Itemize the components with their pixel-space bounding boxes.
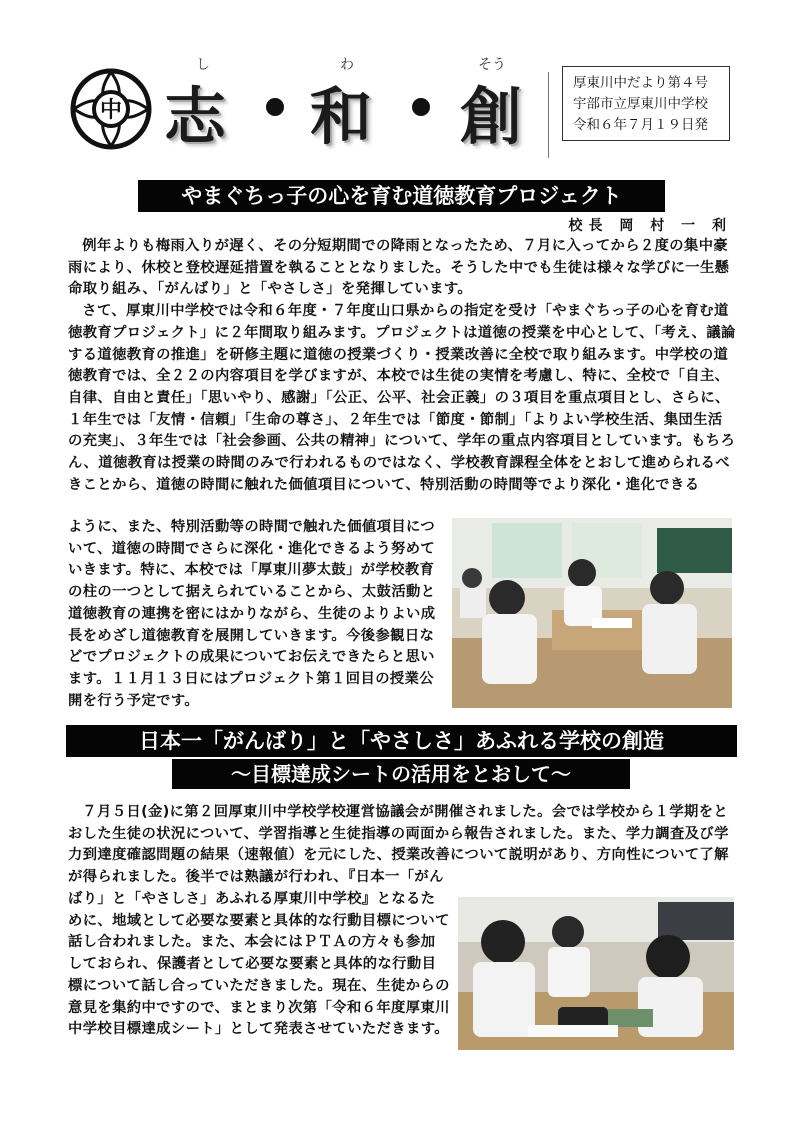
article2-body-top	[68, 802, 736, 889]
issue-number: 厚東川中だより第４号	[573, 75, 708, 91]
article2-title: 日本一「がんばり」と「やさしさ」あふれる学校の創造	[66, 725, 737, 757]
article1-title: やまぐちっ子の心を育む道徳教育プロジェクト	[138, 180, 665, 212]
title-ruby-1: し	[196, 57, 210, 73]
classroom-photo-1	[452, 518, 732, 708]
article2-body-wrap	[68, 889, 450, 1041]
title-char-2: 和	[310, 80, 373, 153]
article1-body-wrap	[68, 517, 444, 712]
article1-paragraph-2: さて、厚東川中学校では令和６年度・７年度山口県からの指定を受け「やまぐちっ子の心を育む道徳教育プロジェクト」に２年間取り組みます。プロジェクトは道徳の授業を中心として、「考え、議論する道徳教育の推進」を研修主題に道徳の授業づくり・授業改善に全校で取り組みます。中学校の道徳教育では、全２２の内容項目を学びますが、本校では生徒の実情を考慮し、特に、全校で「自主、自律、自由と責任」「思いやり、感謝」「公正、公平、社会正義」の３項目を重点項目とし、さらに、１年生では「友情・信頼」「生命の尊さ」、２年生では「節度・節制」「よりよい学校生活、集団生活の充実」、３年生では「社会参画、公共の精神」について、学年の重点内容項目としています。もちろん、道徳教育は授業の時間のみで行われるものではなく、学校教育課程全体をとおして進められるべきことから、道徳の時間に触れた価値項目について、特別活動の時間等でより深化・進化できる	[68, 303, 736, 493]
article1-body-top	[68, 236, 736, 496]
article2-paragraph-1: ７月５日(金)に第２回厚東川中学校学校運営協議会が開催されました。会では学校から１学期をとおした生徒の状況について、学習指導と生徒指導の両面から報告されました。また、学力調査及び学力到達度確認問題の結果（速報値）を元にした、授業改善について説明があり、方向性について了解が得られました。後半では熟議が行われ、『日本一「がん	[68, 804, 729, 886]
title-dot-2	[412, 98, 430, 116]
article2-subtitle: ～目標達成シートの活用をとおして～	[172, 759, 630, 789]
title-char-3: 創	[460, 80, 523, 153]
issue-date: 令和６年７月１９日発	[573, 117, 708, 133]
article1-paragraph-2-continued: ように、また、特別活動等の時間で触れた価値項目について、道徳の時間でさらに深化・進化できるよう努めていきます。特に、本校では「厚東川夢太鼓」が学校教育の柱の一つとして据えられていることから、太鼓活動と道徳教育の連携を密にはかりながら、生徒のよりよい成長をめざし道徳教育を展開していきます。今後参観日などでプロジェクトの成果についてお伝えできたらと思います。１１月１３日にはプロジェクト第１回目の授業公開を行う予定です。	[68, 519, 436, 709]
article1-paragraph-1: 例年よりも梅雨入りが遅く、その分短期間での降雨となったため、７月に入ってから２度の集中豪雨により、休校と登校遅延措置を執ることとなりました。そうした中でも生徒は様々な学びに一生懸命取り組み、「がんばり」と「やさしさ」を発揮しています。	[68, 238, 730, 298]
school-emblem	[70, 68, 152, 150]
classroom-photo-2	[458, 897, 734, 1050]
header-divider	[548, 72, 549, 158]
article2-paragraph-1-continued: ばり」と「やさしさ」あふれる厚東川中学校』となるために、地域として必要な要素と具体的な行動目標について話し合われました。また、本会にはＰＴＡの方々も参加しておられ、保護者として必要な要素と具体的な行動目標について話し合っていただきました。現在、生徒からの意見を集約中ですので、まとまり次第「令和６年度厚東川中学校目標達成シート」として発表させていただきます。	[68, 891, 450, 1038]
article1-author: 校長 岡 村 一 利	[568, 218, 732, 234]
title-ruby-2: わ	[340, 57, 354, 73]
school-name: 宇部市立厚東川中学校	[573, 96, 708, 112]
emblem-label: 中	[99, 97, 123, 123]
title-ruby-3: そう	[478, 57, 506, 73]
title-dot-1	[266, 98, 284, 116]
newsletter-info-box	[562, 66, 730, 141]
title-char-1: 志	[164, 80, 227, 153]
